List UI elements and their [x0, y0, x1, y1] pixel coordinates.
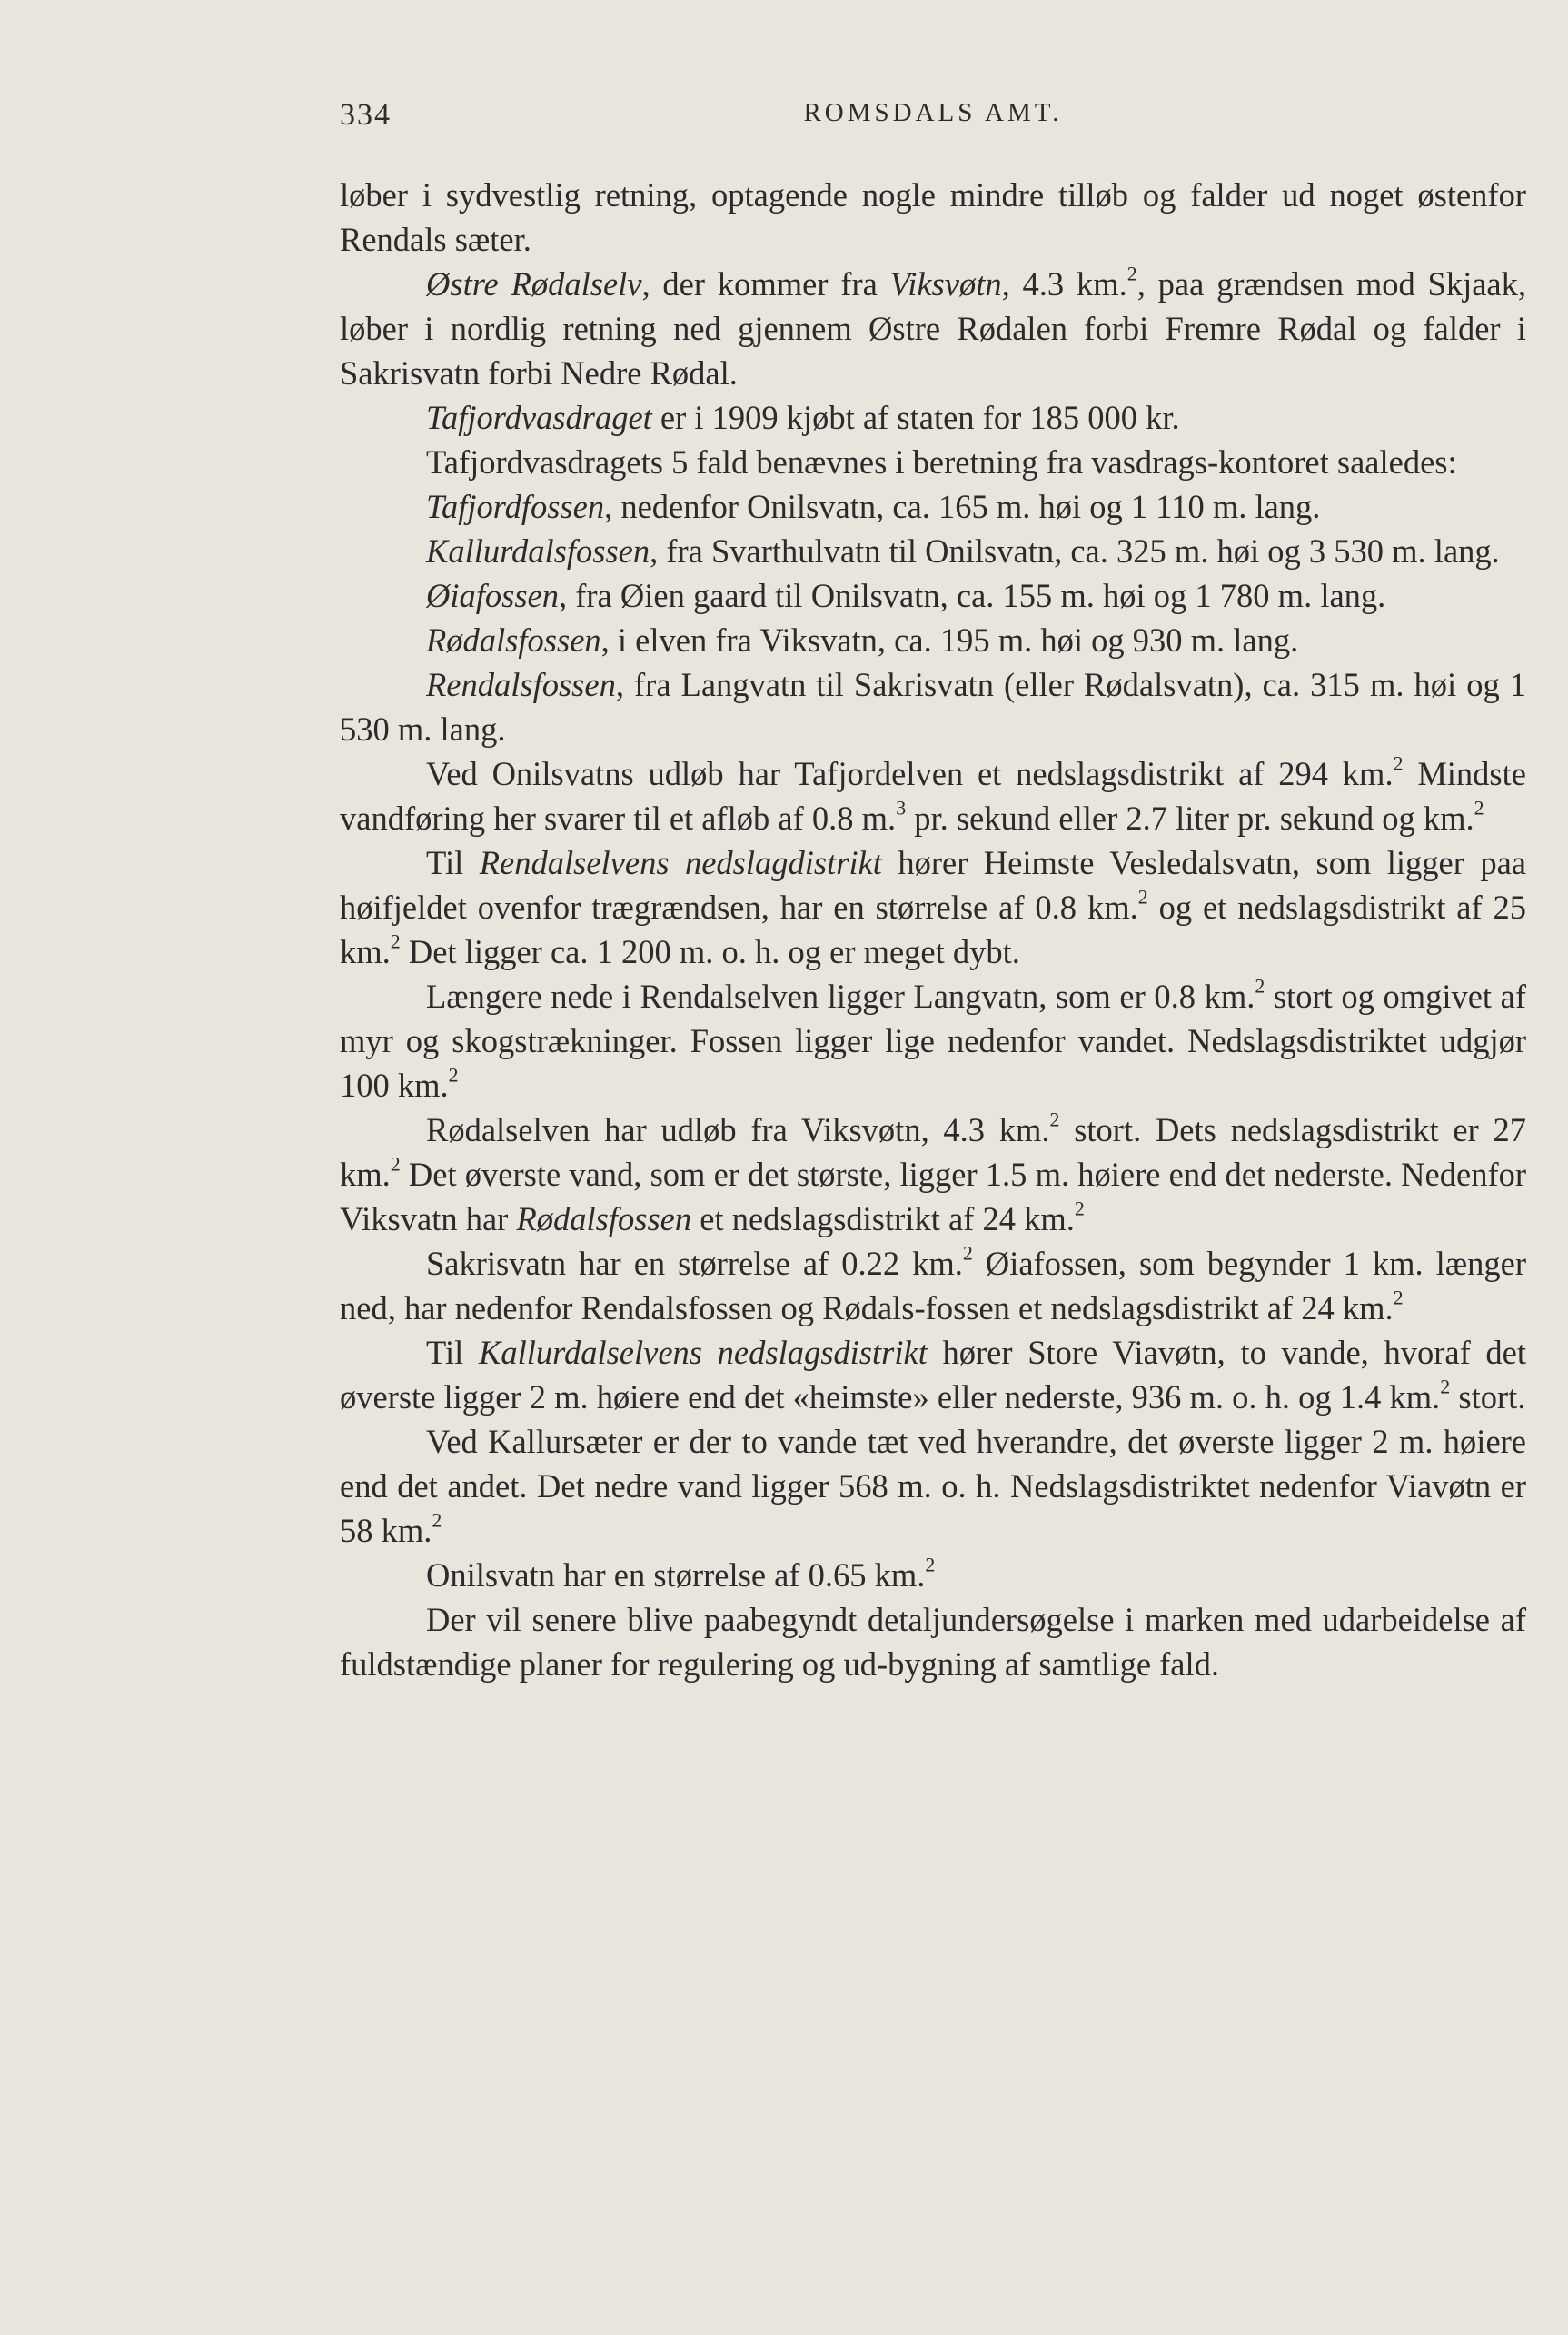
superscript: 2: [448, 1063, 459, 1087]
superscript: 2: [390, 1152, 401, 1176]
superscript: 2: [962, 1241, 973, 1265]
superscript: 2: [1049, 1108, 1060, 1131]
superscript: 2: [1393, 751, 1404, 775]
italic-term: Rendalselvens nedslagdistrikt: [479, 844, 882, 881]
text-run: , fra Svarthulvatn til Onilsvatn, ca. 325 m. høi og 3 530 m. lang.: [650, 532, 1500, 570]
italic-term: Rødalsfossen: [426, 621, 601, 659]
paragraph: [340, 395, 1526, 440]
text-run: , fra Langvatn til Sakrisvatn (eller Rødalsvatn), ca. 315 m. høi og 1 530 m. lang.: [340, 666, 1526, 748]
paragraph: [340, 1108, 1526, 1241]
text-run: stort og omgivet af myr og skogstrækninger. Fossen ligger lige nedenfor vandet. Nedslagsdistriktet udgjør 100 km.: [340, 978, 1527, 1104]
text-run: Onilsvatn har en størrelse af 0.65 km.: [426, 1556, 926, 1594]
text-run: Det ligger ca. 1 200 m. o. h. og er meget dybt.: [400, 933, 1020, 970]
superscript: 2: [390, 929, 401, 953]
paragraph: [340, 440, 1526, 484]
paragraph: [340, 1419, 1526, 1553]
text-run: , 4.3 km.: [1001, 265, 1127, 303]
paragraph: [340, 974, 1526, 1108]
text-run: Sakrisvatn har en størrelse af 0.22 km.: [426, 1245, 963, 1282]
text-run: Der vil senere blive paabegyndt detaljundersøgelse i marken med udarbeidelse af fuldstændige planer for regulering og ud-bygning af samtlige fald.: [340, 1601, 1526, 1683]
text-run: , fra Øien gaard til Onilsvatn, ca. 155 m. høi og 1 780 m. lang.: [559, 577, 1386, 614]
paragraph: [340, 529, 1526, 573]
superscript: 2: [1255, 974, 1265, 998]
superscript: 2: [925, 1553, 936, 1576]
italic-term: Viksvøtn: [889, 265, 1002, 303]
paragraph: [340, 1597, 1526, 1686]
text-run: løber i sydvestlig retning, optagende nogle mindre tilløb og falder ud noget østenfor Rendals sæter.: [340, 176, 1526, 258]
italic-term: Østre Rødalselv: [426, 265, 642, 303]
page-header: [340, 98, 1526, 144]
text-run: , nedenfor Onilsvatn, ca. 165 m. høi og 1 110 m. lang.: [604, 488, 1321, 525]
paragraph: [340, 840, 1526, 974]
text-run: hører Heimste Vesledalsvatn, som ligger paa høifjeldet ovenfor trægrændsen, har en størrelse af 0.8 km.: [340, 844, 1526, 926]
text-run: Tafjordvasdragets 5 fald benævnes i beretning fra vasdrags-kontoret saaledes:: [426, 443, 1457, 481]
text-run: Øiafossen, som begynder 1 km. længer ned, har nedenfor Rendalsfossen og Rødals-fossen et nedslagsdistrikt af 24 km.: [340, 1245, 1526, 1326]
running-head: ROMSDALS AMT.: [803, 98, 1063, 127]
text-run: og et nedslagsdistrikt af 25 km.: [340, 889, 1526, 970]
paragraph: [340, 751, 1526, 840]
text-run: Ved Onilsvatns udløb har Tafjordelven et nedslagsdistrikt af 294 km.: [426, 755, 1394, 792]
italic-term: Tafjordfossen: [426, 488, 605, 525]
text-run: , der kommer fra: [641, 265, 890, 303]
italic-term: Rendalsfossen: [426, 666, 616, 703]
text-run: stort.: [1450, 1378, 1526, 1416]
text-run: Til: [426, 1334, 479, 1371]
paragraph: [340, 662, 1526, 751]
text-run: Rødalselven har udløb fra Viksvøtn, 4.3 km.: [426, 1111, 1050, 1148]
paragraph: [340, 1330, 1526, 1419]
superscript: 3: [896, 796, 907, 820]
paragraph: [340, 573, 1526, 618]
text-run: Mindste vandføring her svarer til et afløb af 0.8 m.: [340, 755, 1526, 837]
italic-term: Kallurdalselvens nedslagsdistrikt: [478, 1334, 928, 1371]
body-text: [340, 173, 1526, 1686]
paragraph: [340, 173, 1526, 262]
text-run: pr. sekund eller 2.7 liter pr. sekund og km.: [906, 800, 1474, 837]
text-run: Det øverste vand, som er det største, ligger 1.5 m. høiere end det nederste. Nedenfor Viksvatn har: [340, 1156, 1526, 1237]
text-run: , paa grændsen mod Skjaak, løber i nordlig retning ned gjennem Østre Rødalen forbi Fremre Rødal og falder i Sakrisvatn forbi Nedre Rødal.: [340, 265, 1526, 392]
italic-term: Rødalsfossen: [516, 1200, 692, 1237]
paragraph: [340, 618, 1526, 662]
text-run: er i 1909 kjøbt af staten for 185 000 kr.: [651, 399, 1180, 436]
text-run: et nedslagsdistrikt af 24 km.: [691, 1200, 1075, 1237]
text-run: Til: [426, 844, 480, 881]
superscript: 2: [1393, 1286, 1404, 1309]
paragraph: [340, 262, 1526, 395]
text-run: hører Store Viavøtn, to vande, hvoraf det øverste ligger 2 m. høiere end det «heimste» eller nederste, 936 m. o. h. og 1.4 km.: [340, 1334, 1526, 1416]
text-run: Længere nede i Rendalselven ligger Langvatn, som er 0.8 km.: [426, 978, 1255, 1015]
superscript: 2: [1440, 1375, 1451, 1398]
italic-term: Tafjordvasdraget: [426, 399, 652, 436]
italic-term: Øiafossen: [426, 577, 559, 614]
superscript: 2: [1474, 796, 1484, 820]
page-number: 334: [340, 98, 392, 132]
superscript: 2: [1074, 1197, 1085, 1220]
superscript: 2: [432, 1508, 442, 1532]
paragraph: [340, 1241, 1526, 1330]
paragraph: [340, 1553, 1526, 1597]
superscript: 2: [1137, 885, 1148, 909]
text-run: , i elven fra Viksvatn, ca. 195 m. høi og 930 m. lang.: [600, 621, 1299, 659]
paragraph: [340, 484, 1526, 529]
superscript: 2: [1126, 262, 1137, 285]
text-run: stort. Dets nedslagsdistrikt er 27 km.: [340, 1111, 1526, 1193]
italic-term: Kallurdalsfossen: [426, 532, 650, 570]
text-run: Ved Kallursæter er der to vande tæt ved hverandre, det øverste ligger 2 m. høiere end det andet. Det nedre vand ligger 568 m. o. h. Nedslagsdistriktet nedenfor Viavøtn er 58 km.: [340, 1423, 1526, 1549]
